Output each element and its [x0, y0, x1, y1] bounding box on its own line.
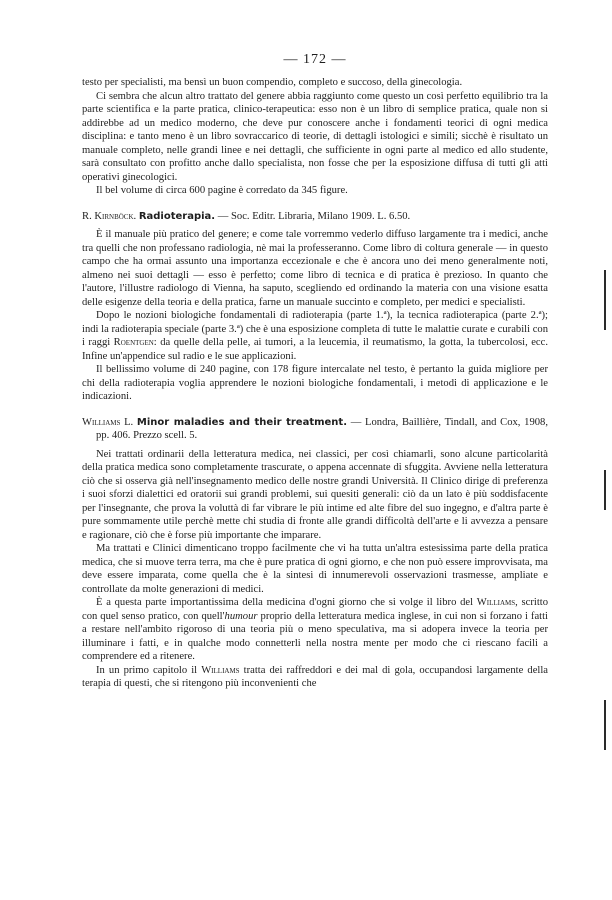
review-book-title: Radioterapia. — [138, 210, 216, 222]
review-paragraph — [82, 664, 548, 691]
review-author: Williams L. — [82, 416, 134, 428]
review-text: È a questa parte importantissima della medicina d'ogni giorno che si volge il libro del — [96, 597, 477, 608]
review-text: : da quelle della pelle, ai tumori, a la leucemia, il reumatismo, la gotta, la tubercolosi, ecc. Infine un'appendice sul radio e le sue applicazioni. — [82, 337, 548, 362]
continuation-paragraph: Ci sembra che alcun altro trattato del genere abbia raggiunto come questo un così perfetto equilibrio tra la parte scientifica e la parte pratica, clinico-terapeutica: esso non è un libro di semplice pratica, quale non si addirebbe ad un medico moderno, che deve pur conoscere anche i fondamenti teorici di ogni medica disciplina: e tanto meno è un libro sovraccarico di teorie, di dettagli istologici e simili; sicchè è risultato un manuale completo, nelle grandi linee e nei dettagli, che sufficiente in ogni parte al medico ed allo studente, sarà consultato con profitto anche dallo specialista, non fosse che per la esposizione diffusa di tutti gli atti operativi ginecologici. — [82, 90, 548, 183]
review-paragraph: Nei trattati ordinarii della letteratura medica, nei classici, per così chiamarli, sono alcune particolarità della pratica medica sono completamente trascurate, o appena accennate di sfuggita. Avviene nella letteratura ciò che si osserva già nell'insegnamento medico delle nostre grandi Università. Il Clinico dirige di preferenza i suoi sforzi dialettici ed oratorii sui grandi problemi, sui quesiti generali: ciò da un lato è più soddisfacente per l'insegnante, che prova la voluttà di far vibrare le più intime ed alte fibre del suo ingegno, e d'altra parte è pure sommamente utile perchè mette chi studia di fronte alle grandi difficoltà dell'arte e li avvezza a pensare e ragionare, ciò che è forse più importante che imparare. — [82, 448, 548, 541]
review-text: proprio della letteratura medica inglese, in cui non si forzano i fatti a restare nell'ambito rigoroso di una teoria più o meno speculativa, ma si adopera invece la teoria per illuminare i fatti, e in qualche modo connetterli nella nostra mente per modo che ci riescano facili a comprendere ed a ritenere. — [82, 610, 548, 662]
review-entry-heading — [82, 416, 548, 443]
continuation-paragraph: testo per specialisti, ma bensì un buon compendio, completo e succoso, della ginecologia. — [82, 77, 463, 88]
continuation-paragraph: Il bel volume di circa 600 pagine è corredato da 345 figure. — [96, 185, 348, 196]
author-name: Williams — [201, 664, 240, 676]
scan-edge-mark — [604, 470, 606, 510]
review-publisher: — Londra, Baillière, Tindall, and Cox, 1908, pp. 406. Prezzo scell. 5. — [96, 416, 548, 441]
review-text: In un primo capitolo il — [96, 664, 202, 676]
review-author: R. Kirnböck. — [82, 210, 137, 222]
roentgen-name: Roentgen — [113, 337, 154, 348]
scan-edge-mark — [604, 270, 606, 330]
review-paragraph — [82, 596, 548, 664]
review-paragraph: Ma trattati e Clinici dimenticano troppo facilmente che vi ha tutta un'altra estesissima parte della pratica medica, che si muove terra terra, ma che è pure pratica di ogni giorno, e che non può essere improvvisata, ma deve essere imparata, come quella che è la sintesi di innumerevoli osservazioni trasmesse, ampliate e controllate da molte generazioni di medici. — [82, 543, 548, 595]
page-number: — 172 — — [283, 52, 347, 67]
review-paragraph: Il bellissimo volume di 240 pagine, con 178 figure intercalate nel testo, è pertanto la guida migliore per chi della radioterapia voglia apprendere le nozioni biologiche fondamentali, i metodi di applicazione e le indicazioni. — [82, 364, 548, 402]
review-paragraph — [82, 309, 548, 363]
review-text: , scritto con quel senso pratico, con quell' — [82, 597, 549, 622]
review-text: tratta dei raffreddori e dei mal di gola, occupandosi largamente della terapia di questi, che si ritengono più inconvenienti che — [82, 664, 548, 689]
review-entry-heading — [82, 210, 548, 224]
review-text: Dopo le nozioni biologiche fondamentali di radioterapia (parte 1.ª), la tecnica radioterapica (parte 2.ª); indi la radioterapia speciale (parte 3.ª) che è una esposizione completa di tutte le malattie curate e curabili con i raggi — [82, 310, 548, 348]
review-paragraph: È il manuale più pratico del genere; e come tale vorremmo vederlo diffuso largamente tra i medici, anche tra quelli che non professano radiologia, nè mai la professeranno. Come libro di coltura generale — in questo campo che ha ormai assunto una importanza eccezionale e che è ancora uno dei meno generalmente noti, almeno nei suoi dettagli — esso è perfetto; come libro di tecnica e di pratica è prezioso. In quanto che l'autore, l'illustre radiologo di Vienna, ha saputo, scegliendo ed ordinando la materia con una visione esatta delle esigenze della teoria e della pratica, farne un manuale succinto e completo, per medici e specialisti. — [82, 229, 548, 308]
review-book-title: Minor maladies and their treatment. — [136, 416, 348, 428]
italic-word: humour — [224, 610, 258, 622]
author-name: Williams — [476, 597, 516, 608]
book-review-page — [82, 52, 548, 691]
review-publisher: — Soc. Editr. Libraria, Milano 1909. L. 6.50. — [217, 210, 411, 222]
scan-edge-mark — [604, 700, 606, 750]
